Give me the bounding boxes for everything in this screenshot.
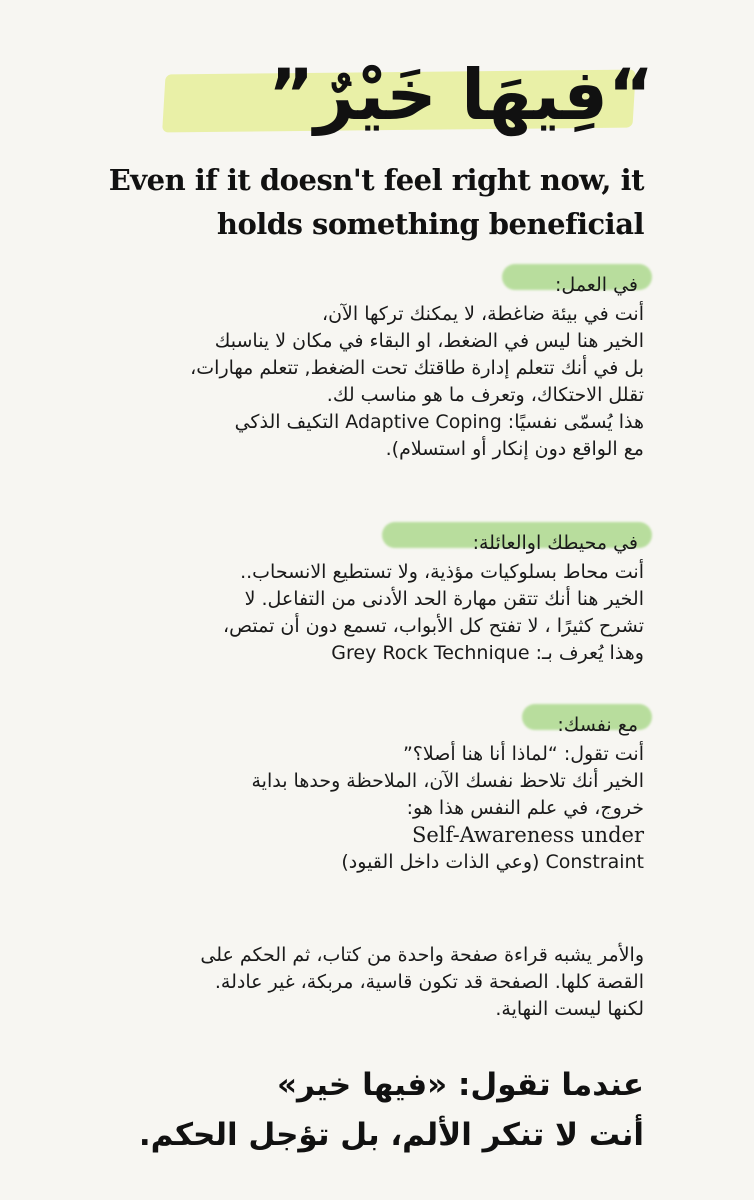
section-line: Self-Awareness under xyxy=(412,823,644,847)
section-line: تشرح كثيرًا ، لا تفتح كل الأبواب، تسمع دون أن تمتص، xyxy=(222,615,644,637)
section-line: الخير هنا ليس في الضغط، او البقاء في مكان لا يناسبك xyxy=(214,330,644,352)
subtitle xyxy=(84,158,644,246)
section-line: تقلل الاحتكاك، وتعرف ما هو مناسب لك. xyxy=(326,384,644,406)
page-title: “فِيهَا خَيْرٌ” xyxy=(268,54,654,136)
paragraph-line: لكنها ليست النهاية. xyxy=(495,998,644,1020)
section-heading xyxy=(545,272,644,299)
section-work xyxy=(84,272,644,463)
section-line: خروج، في علم النفس هذا هو: xyxy=(406,797,644,819)
closing-line: عندما تقول: «فيها خير» xyxy=(276,1067,644,1103)
section-family xyxy=(84,530,644,667)
section-self xyxy=(84,712,644,876)
section-line: الخير هنا أنك تتقن مهارة الحد الأدنى من التفاعل. لا xyxy=(244,588,644,610)
section-line: مع الواقع دون إنكار أو استسلام). xyxy=(385,438,644,460)
section-line: هذا يُسمّى نفسيًا: Adaptive Coping التكيف الذكي xyxy=(234,411,644,433)
section-line: Constraint (وعي الذات داخل القيود) xyxy=(341,851,644,873)
section-line: أنت محاط بسلوكيات مؤذية، ولا تستطيع الانسحاب.. xyxy=(240,561,644,583)
section-line: أنت تقول: “لماذا أنا هنا أصلا؟” xyxy=(402,743,644,765)
title-block xyxy=(154,40,654,150)
subtitle-line: Even if it doesn't feel right now, it xyxy=(108,163,644,197)
section-line: وهذا يُعرف بـ: Grey Rock Technique xyxy=(331,642,644,664)
section-line: الخير أنك تلاحظ نفسك الآن، الملاحظة وحدها بداية xyxy=(251,770,644,792)
section-line: بل في أنك تتعلم إدارة طاقتك تحت الضغط, تتعلم مهارات، xyxy=(190,357,644,379)
section-heading-text: في محيطك اوالعائلة: xyxy=(472,532,638,554)
section-heading xyxy=(547,712,644,739)
subtitle-line: holds something beneficial xyxy=(216,207,644,241)
closing-line: أنت لا تنكر الألم، بل تؤجل الحكم. xyxy=(138,1117,644,1153)
closing-statement xyxy=(84,1060,644,1160)
section-heading xyxy=(463,530,644,557)
conclusion-paragraph xyxy=(84,942,644,1023)
paragraph-line: القصة كلها. الصفحة قد تكون قاسية، مربكة، غير عادلة. xyxy=(214,971,644,993)
section-heading-text: مع نفسك: xyxy=(557,714,638,736)
paragraph-line: والأمر يشبه قراءة صفحة واحدة من كتاب، ثم الحكم على xyxy=(200,944,644,966)
section-heading-text: في العمل: xyxy=(555,274,638,296)
section-line: أنت في بيئة ضاغطة، لا يمكنك تركها الآن، xyxy=(321,303,644,325)
